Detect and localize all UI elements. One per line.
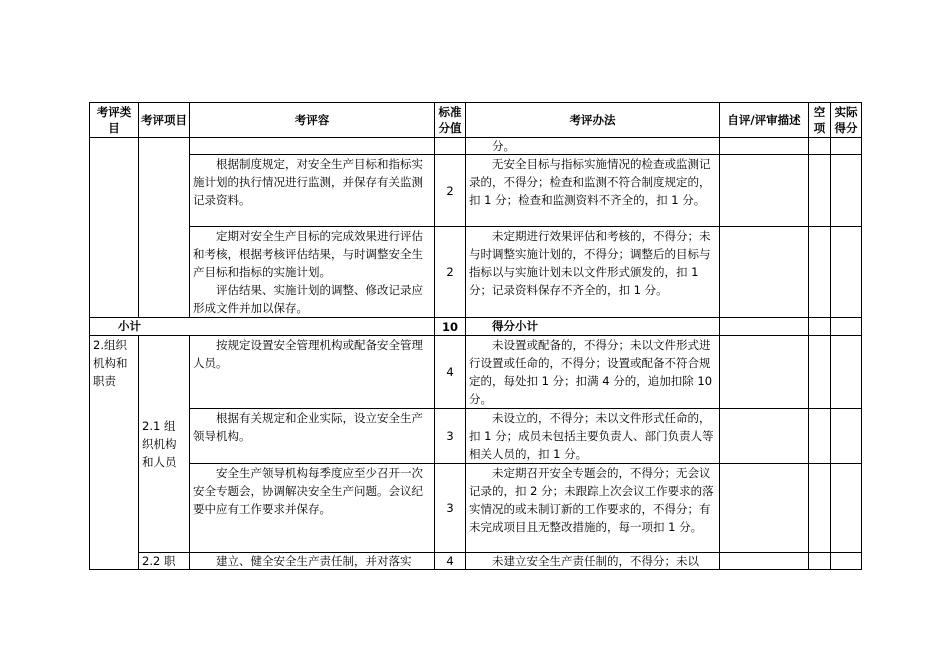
self-eval-cell[interactable] <box>720 318 809 336</box>
item-cell: 2.1 组织机构和人员 <box>139 336 190 553</box>
method-cell: 未定期进行效果评估和考核的，不得分；未与时调整实施计划的，不得分；调整后的目标与指标以与实施计划未以文件形式颁发的，扣 1 分；记录资料保存不齐全的，扣 1 分。 <box>466 227 720 318</box>
actual-score-cell[interactable] <box>831 409 862 464</box>
score-cell: 2 <box>435 155 466 227</box>
content-paragraph: 定期对安全生产目标的完成效果进行评估和考核，根据考核评估结果，与时调整安全生产目标和指标的实施计划。 <box>193 229 423 279</box>
content-cell: 按规定设置安全管理机构或配备安全管理人员。 <box>190 336 435 409</box>
actual-score-cell[interactable] <box>831 464 862 553</box>
vacant-cell[interactable] <box>809 138 831 155</box>
subtotal-method: 得分小计 <box>466 318 720 336</box>
actual-score-cell[interactable] <box>831 227 862 318</box>
method-cell: 未建立安全生产责任制的，不得分；未以 <box>466 553 720 570</box>
self-eval-cell[interactable] <box>720 553 809 570</box>
header-category: 考评类目 <box>90 103 139 138</box>
table-row <box>90 553 862 570</box>
score-cell: 4 <box>435 553 466 570</box>
self-eval-cell[interactable] <box>720 227 809 318</box>
category-cell: 2.组织机构和职责 <box>90 336 139 570</box>
content-cell: 安全生产领导机构每季度应至少召开一次安全专题会，协调解决安全生产问题。会议纪要中应有工作要求并保存。 <box>190 464 435 553</box>
actual-score-cell[interactable] <box>831 138 862 155</box>
subtotal-label: 小计 <box>90 318 435 336</box>
vacant-cell[interactable] <box>809 336 831 409</box>
vacant-cell[interactable] <box>809 464 831 553</box>
self-eval-cell[interactable] <box>720 409 809 464</box>
header-content: 考评容 <box>190 103 435 138</box>
actual-score-cell[interactable] <box>831 336 862 409</box>
score-cell: 3 <box>435 409 466 464</box>
method-cell: 分。 <box>466 138 720 155</box>
table-row <box>90 227 862 318</box>
score-cell: 2 <box>435 227 466 318</box>
evaluation-table <box>89 102 862 570</box>
content-cell: 根据制度规定，对安全生产目标和指标实施计划的执行情况进行监测，并保存有关监测记录资料。 <box>190 155 435 227</box>
category-cell-empty <box>90 138 139 318</box>
table-row <box>90 336 862 409</box>
table-row <box>90 138 862 155</box>
score-cell: 4 <box>435 336 466 409</box>
vacant-cell[interactable] <box>809 318 831 336</box>
header-method: 考评办法 <box>466 103 720 138</box>
item-cell: 2.2 职 <box>139 553 190 570</box>
header-score: 标准分值 <box>435 103 466 138</box>
subtotal-score: 10 <box>435 318 466 336</box>
subtotal-row <box>90 318 862 336</box>
vacant-cell[interactable] <box>809 227 831 318</box>
header-self-eval: 自评/评审描述 <box>720 103 809 138</box>
table-row <box>90 155 862 227</box>
header-actual: 实际得分 <box>831 103 862 138</box>
table-header-row <box>90 103 862 138</box>
table-row <box>90 464 862 553</box>
vacant-cell[interactable] <box>809 553 831 570</box>
actual-score-cell[interactable] <box>831 155 862 227</box>
self-eval-cell[interactable] <box>720 138 809 155</box>
content-cell: 根据有关规定和企业实际，设立安全生产领导机构。 <box>190 409 435 464</box>
method-cell: 未定期召开安全专题会的，不得分；无会议记录的，扣 2 分；未跟踪上次会议工作要求的落实情况的或未制订新的工作要求的，不得分；有未完成项目且无整改措施的，每一项扣 1 分。 <box>466 464 720 553</box>
header-vacant: 空项 <box>809 103 831 138</box>
content-cell <box>190 227 435 318</box>
content-cell: 建立、健全安全生产责任制，并对落实 <box>190 553 435 570</box>
method-cell: 未设立的，不得分；未以文件形式任命的，扣 1 分；成员未包括主要负责人、部门负责人等相关人员的，扣 1 分。 <box>466 409 720 464</box>
method-cell: 未设置或配备的，不得分；未以文件形式进行设置或任命的，不得分；设置或配备不符合规定的，每处扣 1 分；扣满 4 分的，追加扣除 10 分。 <box>466 336 720 409</box>
actual-score-cell[interactable] <box>831 318 862 336</box>
self-eval-cell[interactable] <box>720 336 809 409</box>
vacant-cell[interactable] <box>809 155 831 227</box>
item-cell-empty <box>139 138 190 318</box>
header-item: 考评项目 <box>139 103 190 138</box>
self-eval-cell[interactable] <box>720 155 809 227</box>
score-cell: 3 <box>435 464 466 553</box>
actual-score-cell[interactable] <box>831 553 862 570</box>
method-cell: 无安全目标与指标实施情况的检查或监测记录的，不得分；检查和监测不符合制度规定的，扣 1 分；检查和监测资料不齐全的，扣 1 分。 <box>466 155 720 227</box>
self-eval-cell[interactable] <box>720 464 809 553</box>
score-cell <box>435 138 466 155</box>
content-cell <box>190 138 435 155</box>
content-paragraph: 评估结果、实施计划的调整、修改记录应形成文件并加以保存。 <box>193 283 423 315</box>
table-row <box>90 409 862 464</box>
vacant-cell[interactable] <box>809 409 831 464</box>
